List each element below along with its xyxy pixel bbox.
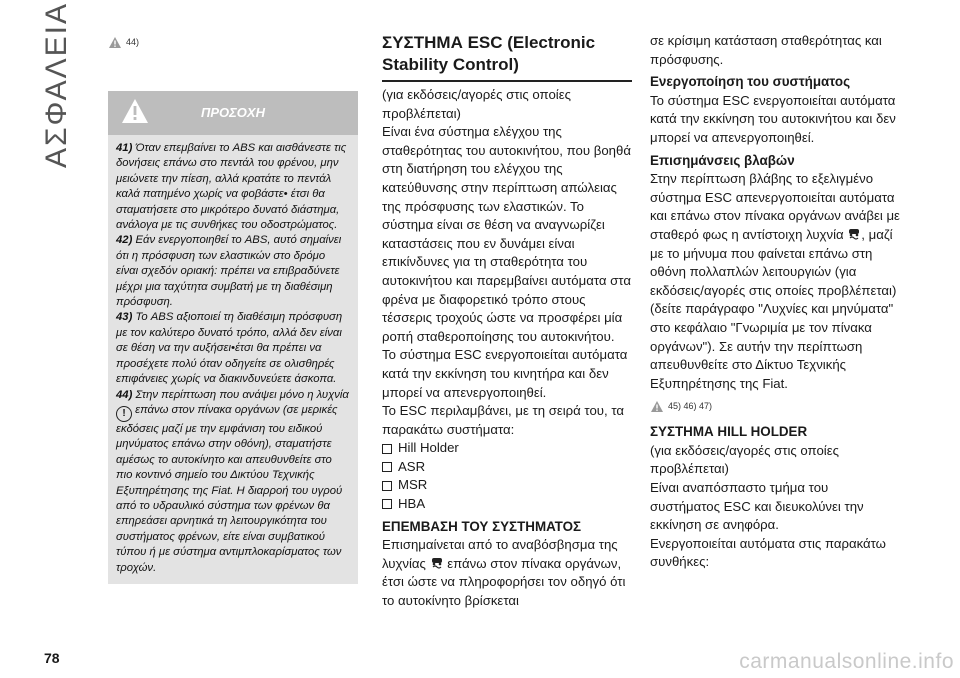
- checkbox-bullet-icon: [382, 462, 392, 472]
- warning-item-41: [116, 141, 350, 233]
- warning-item-text: Εάν ενεργοποιηθεί το ABS, αυτό σημαίνει ότι η πρόσφυση των ελαστικών στο δρόμο είναι σχεδόν οριακή: πρέπει να επιβραδύνετε μέχρι μια ταχύτητα συμβατή με τη διαθέσιμη πρόσφυση.: [116, 234, 342, 309]
- list-item-label: ASR: [398, 458, 426, 474]
- warning-ref-numbers: 45) 46) 47): [668, 400, 713, 411]
- intervention-text: [382, 536, 632, 610]
- warning-item-text: επάνω στον πίνακα οργάνων (σε μερικές εκδόσεις μαζί με την εμφάνιση του ειδικού μηνύματος επάνω στην οθόνη), σταματήστε αμέσως το αυτοκίνητο και απευθυνθείτε στο πιο κοντινό σημείο του Δικτύου Τεχνικής Εξυπηρέτησης της Fiat. Η διαρροή του υγρού από το υδραυλικό σύστημα των φρένων θα επηρεάσει αρνητικά τη λειτουργικότητα του συστήματος φρένων, είτε είναι συμβατικού τύπου ή με σύστημα αντιμπλοκαρίσματος των τροχών.: [116, 403, 343, 574]
- esc-column: [382, 32, 632, 611]
- list-item: [382, 476, 632, 495]
- warning-item-42: [116, 233, 350, 310]
- list-item: [382, 495, 632, 514]
- hill-holder-availability: (για εκδόσεις/αγορές στις οποίες προβλέπεται): [650, 442, 839, 477]
- warning-item-text: Το ABS αξιοποιεί τη διαθέσιμη πρόσφυση με τον καλύτερο δυνατό τρόπο, αλλά δεν είναι σε θέση να την αυξήσει•έτσι θα πρέπει να προσέχετε πολύ όταν οδηγείτε σε ολισθηρές επιφάνειες χωρίς να διακινδυνεύετε άσκοπα.: [116, 311, 343, 386]
- list-item: [382, 439, 632, 458]
- list-item: [382, 458, 632, 477]
- list-item-label: HBA: [398, 496, 426, 512]
- esc-subsystems-intro: Το ESC περιλαμβάνει, με τη σειρά του, τα παρακάτω συστήματα:: [382, 403, 624, 437]
- section-side-title: ΑΣΦΑΛΕΙΑ: [40, 1, 73, 168]
- warning-item-text: Όταν επεμβαίνει το ABS και αισθάνεστε τις δονήσεις επάνω στο πεντάλ του φρένου, μην μειώνετε την πίεση, αλλά κρατάτε το πεντάλ καλά πατημένο χωρίς να φοβάστε• έτσι θα σταματήσετε στο μικρότερο δυνατό διάστημα, ανάλογα με τις συνθήκες του οδοστρώματος.: [116, 142, 347, 232]
- checkbox-bullet-icon: [382, 481, 392, 491]
- failure-text-part: Στην περίπτωση βλάβης το εξελιγμένο σύστημα ESC απενεργοποιείται αυτόματα και επάνω στον πίνακα οργάνων ανάβει με σταθερό φως η αντίστοιχη λυχνία: [650, 171, 900, 242]
- intervention-text-part: Επισημαίνεται από το αναβόσβησμα της λυχνίας: [382, 537, 618, 571]
- esc-skid-lamp-icon: [847, 227, 861, 241]
- brake-warning-lamp-icon: !: [116, 406, 132, 422]
- failure-text: [650, 170, 900, 393]
- hill-holder-description: Είναι αναπόσπαστο τμήμα του συστήματος ESC και διευκολύνει την εκκίνηση σε ανηφόρα.: [650, 480, 864, 533]
- list-item-label: MSR: [398, 477, 428, 493]
- intervention-text-part: επάνω στον πίνακα οργάνων, έτσι ώστε να πληροφορήσει τον οδηγό ότι το αυτοκίνητο βρίσκεται: [382, 555, 626, 609]
- warning-ref-number: 44): [126, 37, 140, 47]
- warning-reference: [108, 33, 358, 51]
- warning-item-number: 42): [116, 234, 133, 247]
- warning-references: [650, 395, 900, 417]
- list-item-label: Hill Holder: [398, 440, 459, 456]
- activation-heading: Ενεργοποίηση του συστήματος: [650, 74, 851, 90]
- esc-description: Είναι ένα σύστημα ελέγχου της σταθερότητας του αυτοκινήτου, που βοηθά στη διατήρηση του ελέγχου της κατεύθυνσης στην περίπτωση απώλειας της πρόσφυσης των ελαστικών. Το σύστημα είναι σε θέση να αναγνωρίζει καταστάσεις που εν δυνάμει είναι επικίνδυνες για τη σταθερότητα του αυτοκινήτου και παρεμβαίνει αυτόματα στα φρένα με διαφορετικό τρόπο στους τέσσερις τροχούς ώστε να προσφέρει μία ροπή σταθεροποίησης του αυτοκινήτου.: [382, 124, 631, 344]
- esc-availability: (για εκδόσεις/αγορές στις οποίες προβλέπεται): [382, 87, 571, 121]
- warning-item-text: Στην περίπτωση που ανάψει μόνο η λυχνία: [132, 388, 349, 401]
- watermark: carmanualsonline.info: [739, 650, 954, 673]
- hill-holder-heading: ΣΥΣΤΗΜΑ HILL HOLDER: [650, 424, 808, 440]
- warning-title: ΠΡΟΣΟΧΗ: [201, 105, 265, 120]
- checkbox-bullet-icon: [382, 444, 392, 454]
- warning-item-number: 41): [116, 142, 133, 154]
- page-number: 78: [44, 650, 60, 666]
- esc-subsystems-list: [382, 439, 632, 513]
- esc-section-title: ΣΥΣΤΗΜΑ ESC (Electronic Stability Control): [382, 32, 632, 82]
- warning-box-body: [108, 135, 358, 584]
- activation-text: Το σύστημα ESC ενεργοποιείται αυτόματα κατά την εκκίνηση του αυτοκινήτου και δεν μπορεί να απενεργοποιηθεί.: [650, 92, 896, 145]
- warning-item-number: 43): [116, 311, 133, 324]
- failure-text-part: , μαζί με το μήνυμα που φαίνεται επάνω στη οθόνη πολλαπλών λειτουργιών (για εκδόσεις/αγορές στις οποίες προβλέπεται) (δείτε παράγραφο "Λυχνίες και μηνύματα" στο κεφάλαιο "Γνωριμία με τον πίνακα οργάνων"). Σε αυτήν την περίπτωση απευθυνθείτε στο Δίκτυο Τεχνικής Εξυπηρέτησης της Fiat.: [650, 226, 897, 391]
- warning-box-header: [108, 91, 358, 135]
- warning-item-number: 44): [116, 388, 133, 401]
- system-intervention-heading: ΕΠΕΜΒΑΣΗ ΤΟΥ ΣΥΣΤΗΜΑΤΟΣ: [382, 518, 582, 534]
- warning-column: [108, 33, 358, 584]
- warning-triangle-icon: [108, 36, 122, 49]
- esc-skid-lamp-icon: [430, 556, 444, 570]
- esc-auto-activation: Το σύστημα ESC ενεργοποιείται αυτόματα κατά την εκκίνηση του κινητήρα και δεν μπορεί να απενεργοποιηθεί.: [382, 347, 628, 400]
- esc-continued-column: [650, 32, 900, 572]
- failure-heading: Επισημάνσεις βλαβών: [650, 152, 795, 168]
- checkbox-bullet-icon: [382, 499, 392, 509]
- warning-triangle-icon: [650, 400, 664, 413]
- continued-text: σε κρίσιμη κατάσταση σταθερότητας και πρόσφυσης.: [650, 33, 882, 67]
- hill-holder-conditions: Ενεργοποιείται αυτόματα στις παρακάτω συνθήκες:: [650, 535, 886, 570]
- warning-item-43: [116, 310, 350, 387]
- warning-item-44: [116, 388, 350, 576]
